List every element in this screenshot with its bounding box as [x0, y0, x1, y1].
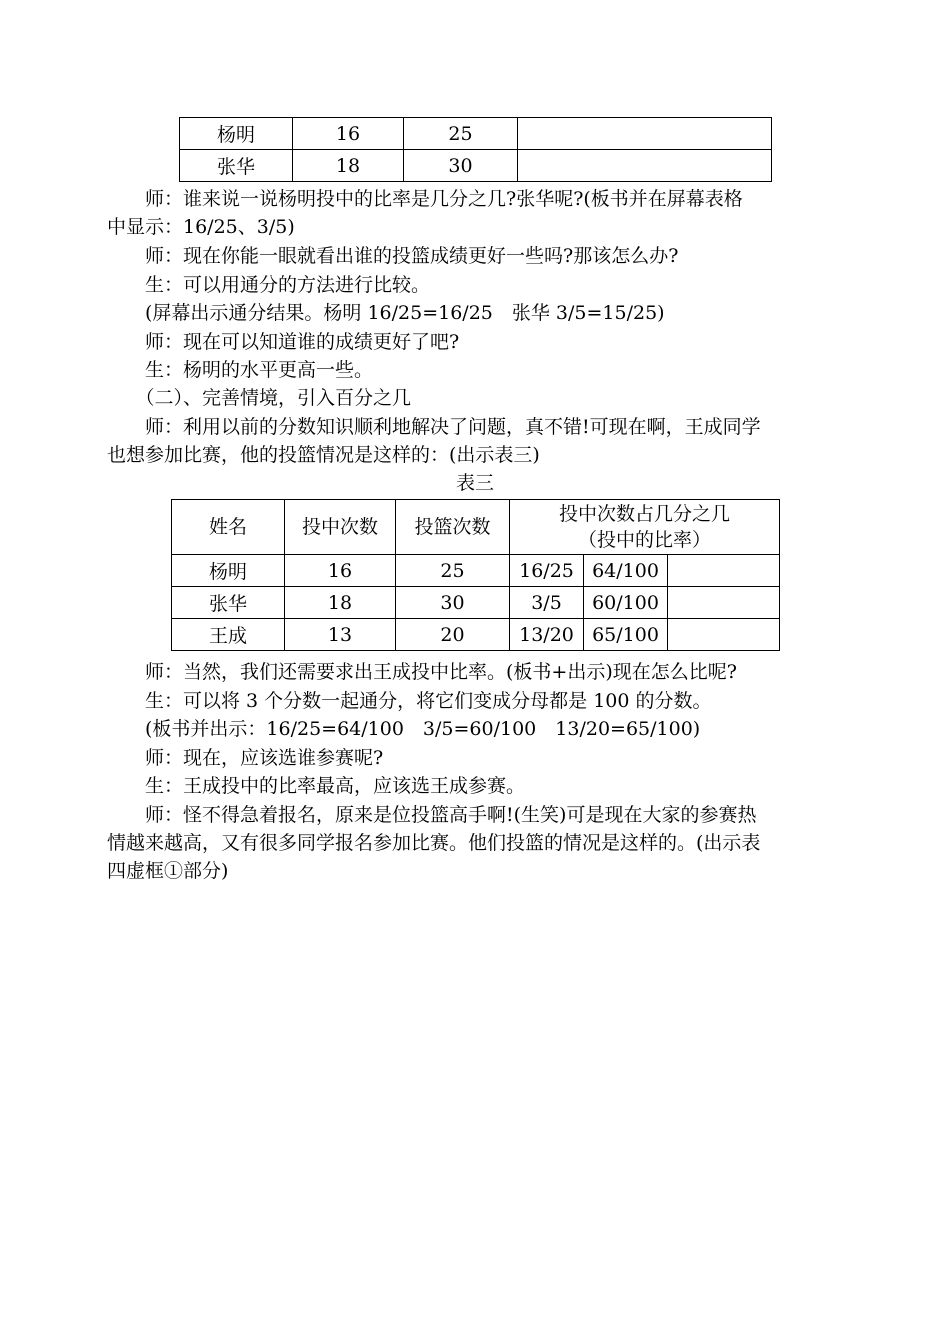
table-row: [180, 118, 772, 150]
table-cell: 30: [404, 150, 518, 182]
table-cell: 25: [404, 118, 518, 150]
paragraph-line: 生：可以将 3 个分数一起通分，将它们变成分母都是 100 的分数。: [107, 690, 712, 712]
table-cell: 18: [285, 587, 396, 619]
section-heading: （二）、完善情境，引入百分之几: [107, 387, 412, 409]
header-name: 姓名: [172, 500, 285, 555]
table-cell: [518, 118, 772, 150]
table-header-row: [172, 500, 780, 555]
header-ratio-line1: 投中次数占几分之几: [558, 503, 730, 525]
paragraph-line: 师：谁来说一说杨明投中的比率是几分之几?张华呢?(板书并在屏幕表格: [107, 188, 743, 210]
table-cell: 张华: [172, 587, 285, 619]
table-cell: 60/100: [584, 587, 668, 619]
score-table-3: [171, 499, 780, 651]
table-cell: [668, 619, 780, 651]
table-cell: 30: [396, 587, 510, 619]
table-caption: 表三: [455, 472, 494, 494]
table-cell: 65/100: [584, 619, 668, 651]
paragraph-line: 也想参加比赛，他的投篮情况是这样的：(出示表三): [107, 444, 540, 466]
table-cell: [668, 555, 780, 587]
paragraph-line: 四虚框①部分): [107, 860, 229, 882]
paragraph-line: (板书并出示：16/25=64/100 3/5=60/100 13/20=65/100): [107, 718, 701, 740]
paragraph-line: 情越来越高，又有很多同学报名参加比赛。他们投篮的情况是这样的。(出示表: [107, 832, 761, 854]
score-table-top: [179, 117, 772, 182]
paragraph-line: 师：当然，我们还需要求出王成投中比率。(板书+出示)现在怎么比呢?: [107, 661, 737, 683]
table-cell: 20: [396, 619, 510, 651]
paragraph-line: (屏幕出示通分结果。杨明 16/25=16/25 张华 3/5=15/25): [107, 302, 665, 324]
table-cell: 13/20: [510, 619, 584, 651]
table-cell: 16/25: [510, 555, 584, 587]
table-cell: [668, 587, 780, 619]
table-cell: 13: [285, 619, 396, 651]
table-cell: 王成: [172, 619, 285, 651]
paragraph-line: 生：可以用通分的方法进行比较。: [107, 274, 431, 296]
table-cell: 杨明: [180, 118, 293, 150]
header-hits: 投中次数: [285, 500, 396, 555]
header-ratio: [510, 500, 780, 555]
table-cell: 18: [293, 150, 404, 182]
table-cell: 64/100: [584, 555, 668, 587]
header-ratio-line2: （投中的比率）: [577, 529, 711, 551]
table-cell: 3/5: [510, 587, 584, 619]
paragraph-line: 生：王成投中的比率最高，应该选王成参赛。: [107, 775, 526, 797]
paragraph-line: 师：现在，应该选谁参赛呢?: [107, 747, 384, 769]
paragraph-line: 师：现在可以知道谁的成绩更好了吧?: [107, 331, 460, 353]
table-cell: 16: [285, 555, 396, 587]
paragraph-line: 中显示：16/25、3/5): [107, 216, 295, 238]
table-row: [172, 555, 780, 587]
table-row: [180, 150, 772, 182]
table-cell: 张华: [180, 150, 293, 182]
paragraph-line: 师：利用以前的分数知识顺利地解决了问题，真不错!可现在啊，王成同学: [107, 416, 761, 438]
paragraph-line: 师：怪不得急着报名，原来是位投篮高手啊!(生笑)可是现在大家的参赛热: [107, 804, 757, 826]
table-cell: 16: [293, 118, 404, 150]
table-cell: [518, 150, 772, 182]
paragraph-line: 师：现在你能一眼就看出谁的投篮成绩更好一些吗?那该怎么办?: [107, 245, 679, 267]
table-row: [172, 587, 780, 619]
table-cell: 杨明: [172, 555, 285, 587]
header-shots: 投篮次数: [396, 500, 510, 555]
paragraph-line: 生：杨明的水平更高一些。: [107, 359, 374, 381]
table-row: [172, 619, 780, 651]
table-cell: 25: [396, 555, 510, 587]
